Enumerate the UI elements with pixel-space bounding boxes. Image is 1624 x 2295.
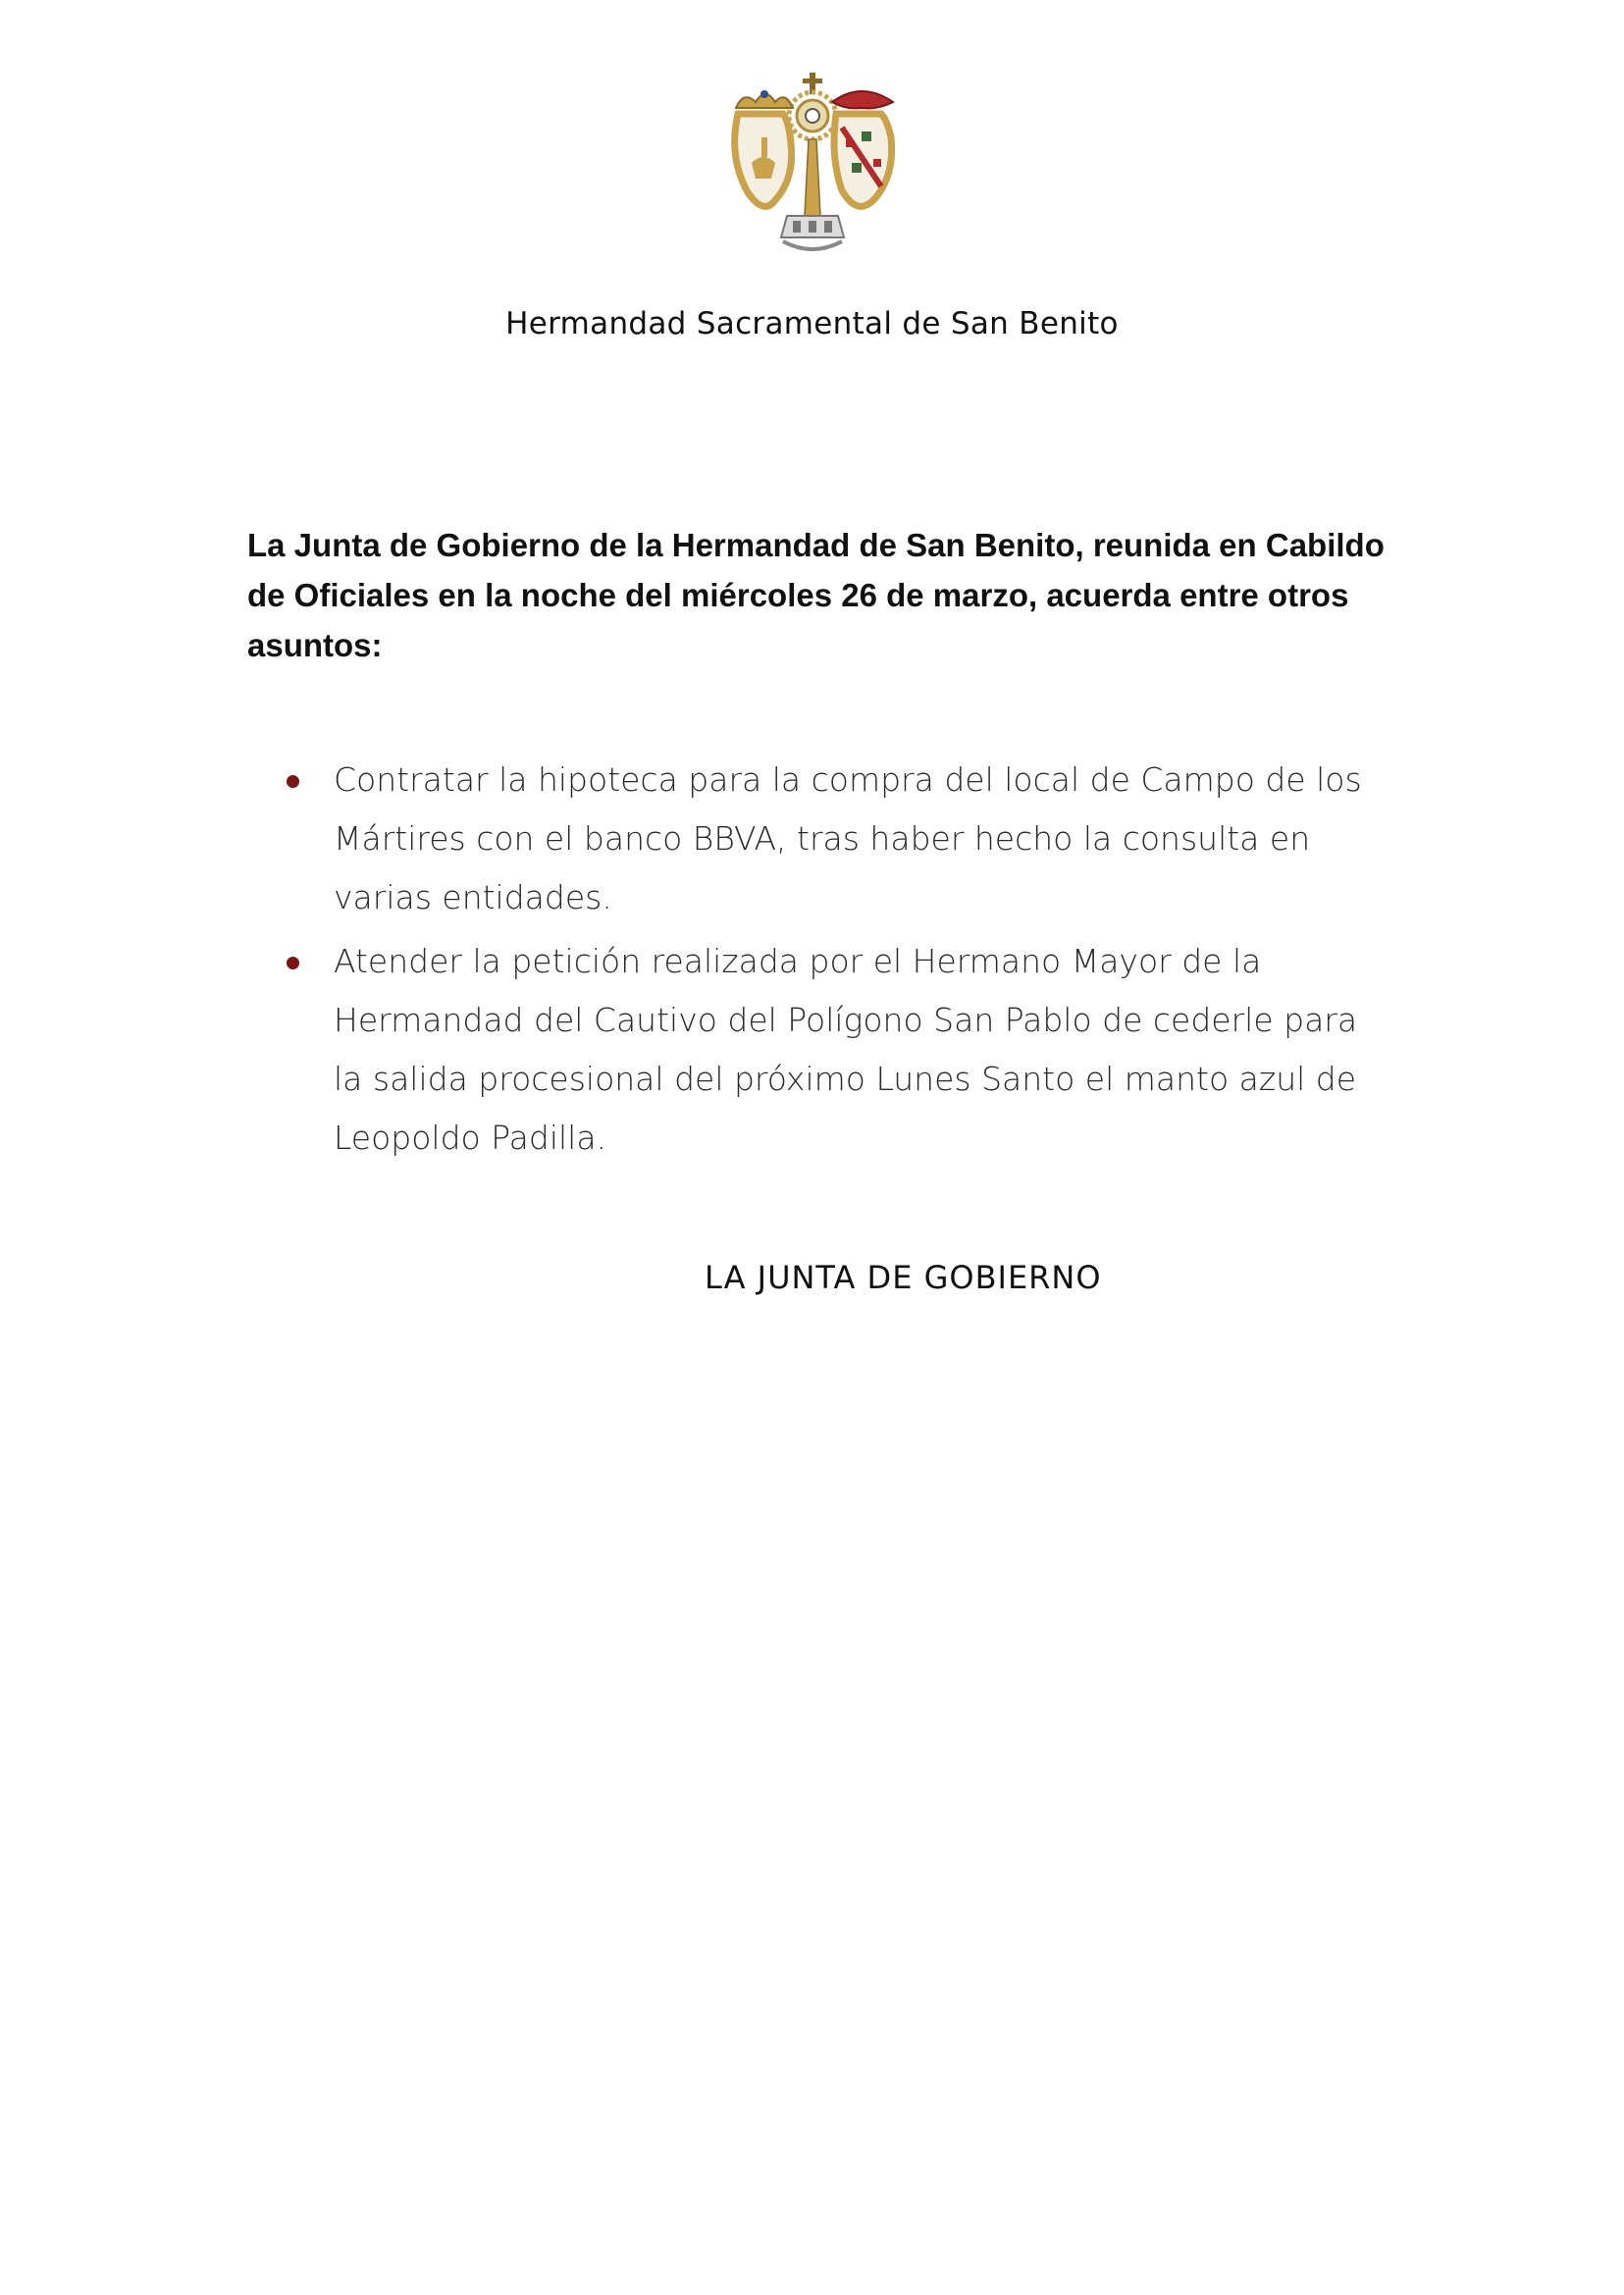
bullet-icon: [287, 775, 299, 788]
brotherhood-crest-logo: [714, 69, 911, 265]
signature-line: LA JUNTA DE GOBIERNO: [705, 1259, 1102, 1296]
list-item: [280, 932, 1388, 1168]
list-item-text: Atender la petición realizada por el Hermano Mayor de la Hermandad del Cautivo del Polígono San Pablo de cederle para la salida procesional del próximo Lunes Santo el manto azul de Leopoldo Padilla.: [334, 942, 1358, 1157]
organization-name: Hermandad Sacramental de San Benito: [505, 306, 1119, 341]
intro-paragraph: La Junta de Gobierno de la Hermandad de San Benito, reunida en Cabildo de Oficiales en la noche del miércoles 26 de marzo, acuerda entre otros asuntos:: [247, 527, 1385, 663]
list-item-text: Contratar la hipoteca para la compra del local de Campo de los Mártires con el banco BBVA, tras haber hecho la consulta en varias entidades.: [334, 760, 1362, 916]
agreements-list: [280, 751, 1388, 1173]
list-item: [280, 751, 1388, 927]
bullet-icon: [287, 957, 299, 969]
